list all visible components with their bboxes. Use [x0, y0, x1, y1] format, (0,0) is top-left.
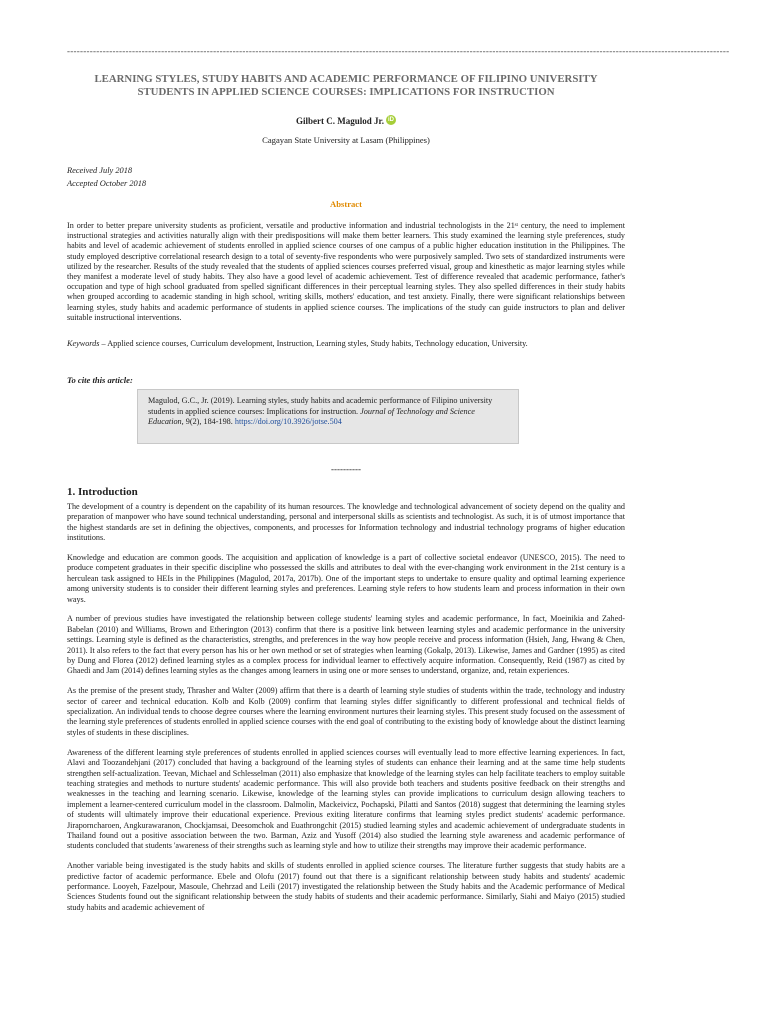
cite-heading: To cite this article:: [67, 375, 133, 385]
paragraph: Another variable being investigated is the study habits and skills of students enrolled in applied science courses. The literature further suggests that study habits are a predictive factor of academic performance. Ebele and Olofu (2017) found out that there is a significant relationship between study habits and students' academic performance. Looyeh, Fazelpour, Masoule, Chehrzad and Leili (2017) investigated the relationship between the Study habits and the Academic performance of Medical Sciences Students found out the significant relationship between the study habits of students and their academic performance. Similarly, Siahi and Maiyo (2015) studied study habits and academic achievement of: [67, 861, 625, 912]
paper-title: LEARNING STYLES, STUDY HABITS AND ACADEMIC PERFORMANCE OF FILIPINO UNIVERSITY STUDENTS IN APPLIED SCIENCE COURSES: IMPLICATIONS FOR INSTRUCTION: [94, 73, 598, 98]
paragraph: A number of previous studies have investigated the relationship between college students' learning styles and academic performance, In fact, Moeinikia and Zahed-Babelan (2010) and Williams, Brown and Etherington (2013) confirm that there is a positive link between learning styles and academic performance in the university settings. Learning style is defined as the characteristics, strengths, and preferences in the way how people receive and process information (Hsieh, Jang, Hwang & Chen, 2011). It also refers to the fact that every person has his or her own method or set of strategies when learning (Gokalp, 2013). Likewise, James and Gardner (1995) as cited by Dung and Florea (2012) defined learning styles as a complex process for individual learner to effectively acquire information. Consequently, Reid (1987) as cited by Ghaedi and Jam (2014) defines learning styles as the changes among learners in using one or more senses to understand, organize, and, retain experiences.: [67, 614, 625, 676]
keywords-line: [67, 339, 625, 349]
citation-journal: Journal of Technology and Science Education,: [148, 406, 475, 426]
abstract-heading: Abstract: [330, 199, 362, 209]
section-separator: ----------: [331, 464, 361, 474]
accepted-date: Accepted October 2018: [67, 179, 147, 188]
paragraph: Knowledge and education are common goods. The acquisition and application of knowledge is a part of collective societal endeavor (UNESCO, 2015). The need to produce competent graduates in their specific discipline who possessed the skills and attributes to deal with the ever-changing work environment in the 21st century is a herculean task assigned to HEIs in the Philippines (Magulod, 2017a, 2017b). One of the important steps to undertake to ensure quality and optimal learning experience among university students is to consider their different learning styles and preferences. Learning style refers to how students learn and process information in their own ways.: [67, 553, 625, 604]
citation-box: [137, 389, 519, 444]
header-dashed-rule: ------------------------------------------------------------------------------------------------------------------------------------------------------------------------------------------------------------: [67, 46, 730, 56]
author-line: [67, 115, 625, 127]
doi-link[interactable]: https://doi.org/10.3926/jotse.504: [234, 417, 342, 426]
paragraph: As the premise of the present study, Thrasher and Walter (2009) affirm that there is a dearth of learning style studies of students within the trade, technology and industry sector of career and technical education. Kolb and Kolb (2009) confirm that learning styles differ significantly to different professional and technical fields of specialization. An individual tends to choose degree courses where the learning environment nurtures their learning styles. This present study focused on the assessment of the learning style preferences of students enrolled in applied science courses with the end goal of contributing to the existing body of knowledge about the distinct learning styles of students in these disciplines.: [67, 686, 625, 737]
author-name: Gilbert C. Magulod Jr.: [296, 116, 384, 126]
keywords-text: Applied science courses, Curriculum development, Instruction, Learning styles, Study habits, Technology education, University.: [105, 339, 528, 348]
orcid-icon[interactable]: iD: [387, 117, 394, 123]
introduction-heading: 1. Introduction: [67, 486, 138, 498]
introduction-body: [67, 502, 625, 923]
submission-dates: [67, 164, 146, 190]
abstract-text: In order to better prepare university students as proficient, versatile and productive information and industrial technologists in the 21ˢᵗ century, the need to implement instructional strategies and activities naturally align with their predispositions will make them better learners. This study examined the learning style preferences, study habits and level of academic achievement of students enrolled in applied science courses of one campus of a public higher education institution in the Philippines. The study employed descriptive correlational research design to a total of seventy-five respondents who were purposively sampled. Two sets of standardized instruments were utilized by the researcher. Results of the study revealed that the students of applied sciences courses preferred visual, group and kinesthetic as major learning styles while they manifest a moderate level of study habits. They also have a good level of academic achievement. Test of difference revealed that academic performance, father's occupation and type of high school graduated from spelled significant differences in their perceptual learning styles. They also spelled differences in their study habits when grouped according to academic standing in high school, writing skills, mothers' education, and test anxiety. Finally, there were significant relationships between learning styles, study habits and academic performance of students in applied science courses. The implications of the study can guide instructors to plan and deliver suitable instructional interventions.: [67, 221, 625, 322]
paragraph: The development of a country is dependent on the capability of its human resources. The knowledge and technological advancement of society depend on the quality and preparation of manpower who have sound technical understanding, personal and interpersonal skills as scientists and technologist. As such, it is of utmost importance that the highest standards are set in defining the objectives, components, and processes for Information technology and industrial technology programs of higher education institutions.: [67, 502, 625, 543]
keywords-label: Keywords –: [67, 339, 106, 348]
citation-text: Magulod, G.C., Jr. (2019). Learning styles, study habits and academic performance of Filipino university students in applied science courses: Implications for instruction.: [148, 396, 493, 416]
paragraph: Awareness of the different learning style preferences of students enrolled in applied sciences courses will eventually lead to more effective learning experiences. In fact, Alavi and Toozandehjani (2017) concluded that having a background of the learning styles of students can enhance their learning and at the same time help students strengthen self-actualization. Teevan, Michael and Schlesselman (2011) also emphasize that knowledge of the learning styles can help facilitate teachers to employ suitable teaching strategies and methods to nurture students' academic performance. This will also provide both teachers and students positive feedback on their strengths and weaknesses in the teaching and learning scenario. Likewise, knowledge of the learning styles can provide implications to curriculum design allowing teachers to implement a learner-centered curriculum model in the classroom. Dalmolin, Mackeivicz, Pochapski, Pilatti and Santos (2018) suggest that determining the learning styles of students will ultimately improve their educational experience. Previous exiting literature confirms that learning styles predict students' academic performance. Jiraporncharoen, Angkurawaranon, Chockjamsai, Deesomchok and Euathrongchit (2015) studied learning styles and academic achievement of undergraduate students in Thailand found out a positive association between the two. Barman, Aziz and Yusoff (2014) also studied the learning style awareness and academic performance of students concluded that students 'awareness of their strengths such as learning style and how to utilize their strengths may improve their academic performance.: [67, 747, 625, 851]
citation-volume: 9(2), 184-198.: [183, 417, 235, 426]
author-affiliation: Cagayan State University at Lasam (Philippines): [262, 135, 430, 145]
received-date: Received July 2018: [67, 166, 133, 175]
